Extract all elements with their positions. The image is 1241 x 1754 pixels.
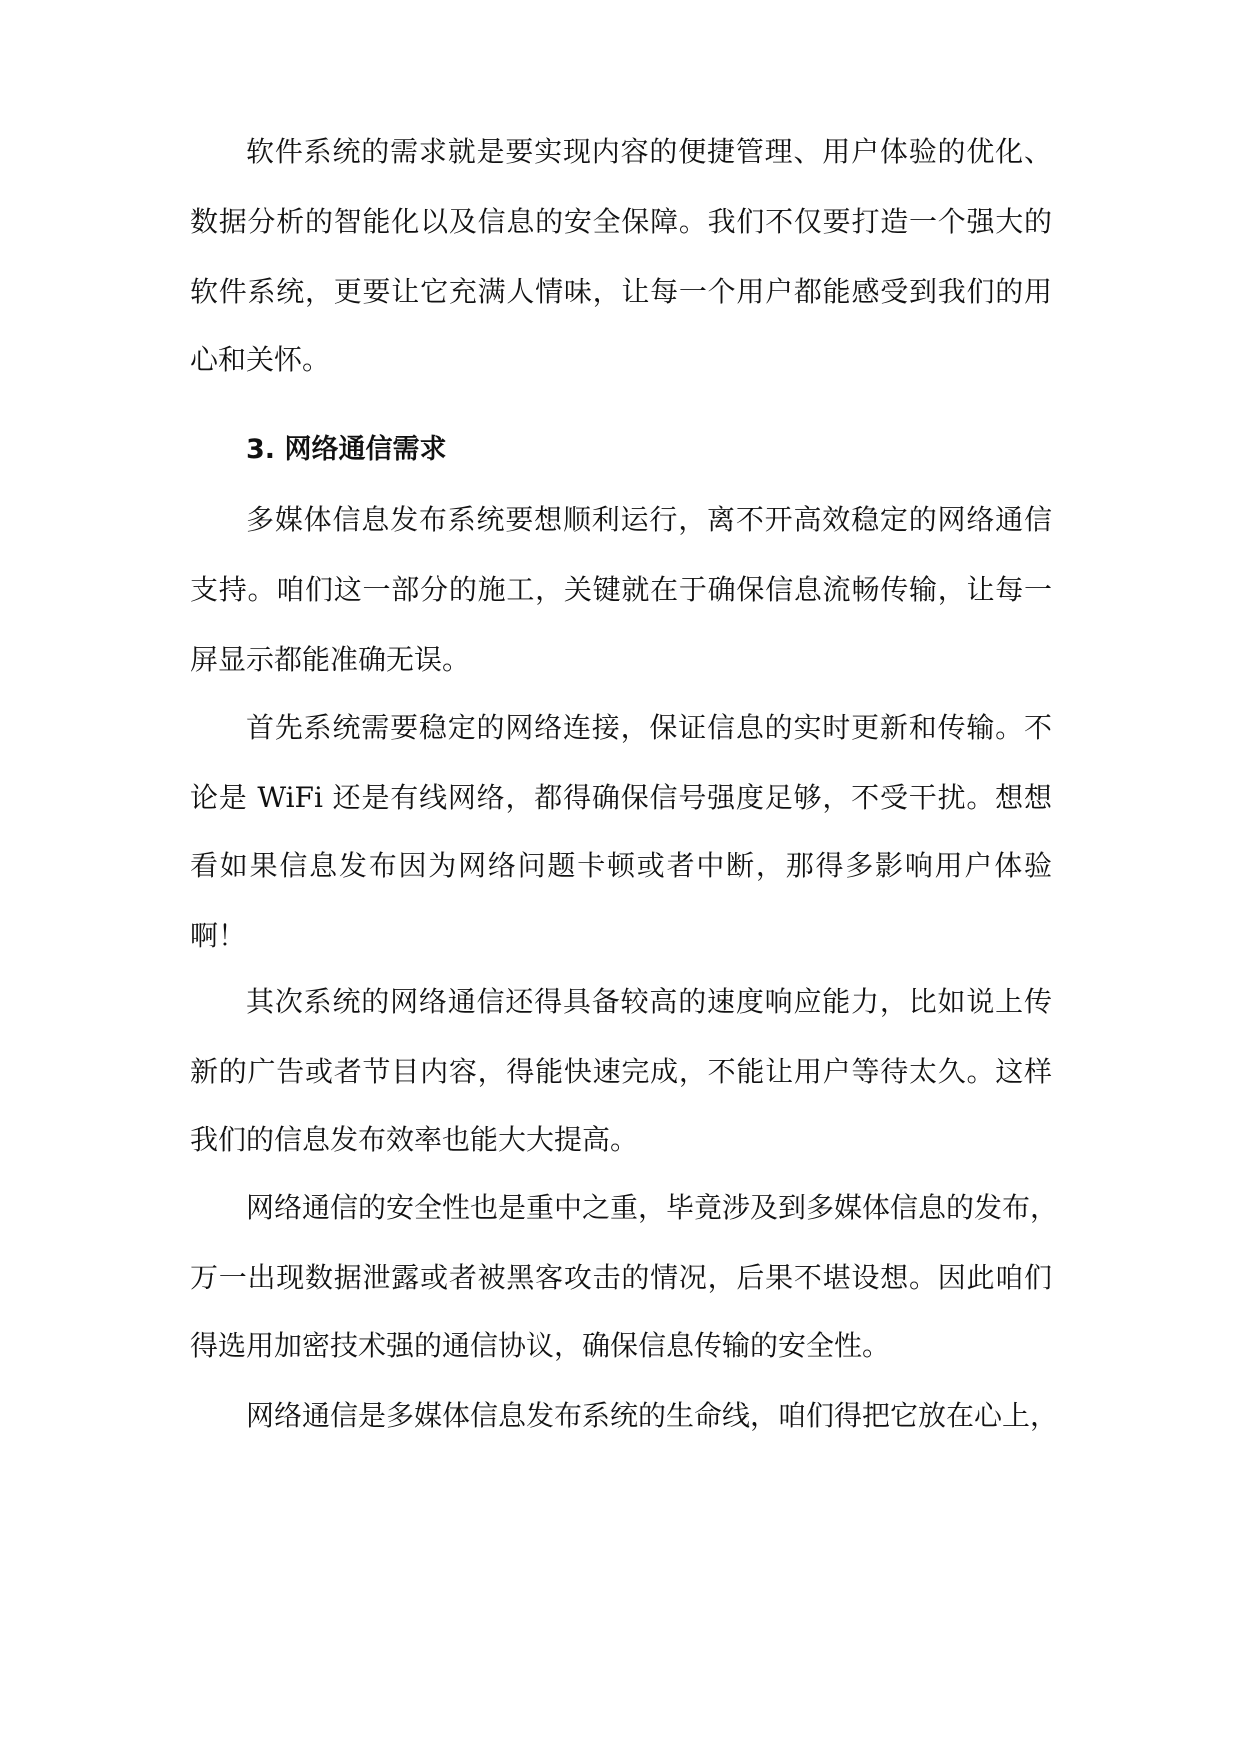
paragraph-2-line-2: 支持。咱们这一部分的施工，关键就在于确保信息流畅传输，让每一 (190, 573, 1052, 606)
paragraph-3-line-1: 首先系统需要稳定的网络连接，保证信息的实时更新和传输。不 (246, 711, 1052, 744)
paragraph-4-line-1: 其次系统的网络通信还得具备较高的速度响应能力，比如说上传 (246, 985, 1052, 1018)
paragraph-3-line-4: 啊！ (190, 919, 247, 952)
paragraph-4-line-3: 我们的信息发布效率也能大大提高。 (190, 1123, 639, 1156)
paragraph-3-line-3: 看如果信息发布因为网络问题卡顿或者中断，那得多影响用户体验 (190, 849, 1052, 882)
paragraph-1-line-2: 数据分析的智能化以及信息的安全保障。我们不仅要打造一个强大的 (190, 205, 1052, 238)
paragraph-6-line-1: 网络通信是多媒体信息发布系统的生命线，咱们得把它放在心上， (246, 1399, 1059, 1432)
paragraph-4-line-2: 新的广告或者节目内容，得能快速完成，不能让用户等待太久。这样 (190, 1055, 1052, 1088)
paragraph-5-line-3: 得选用加密技术强的通信协议，确保信息传输的安全性。 (190, 1329, 891, 1362)
paragraph-1-line-1: 软件系统的需求就是要实现内容的便捷管理、用户体验的优化、 (246, 135, 1052, 168)
paragraph-2-line-3: 屏显示都能准确无误。 (190, 643, 471, 676)
paragraph-1-line-4: 心和关怀。 (190, 343, 331, 376)
paragraph-2-line-1: 多媒体信息发布系统要想顺利运行，离不开高效稳定的网络通信 (246, 503, 1052, 536)
paragraph-5-line-1: 网络通信的安全性也是重中之重，毕竟涉及到多媒体信息的发布， (246, 1191, 1059, 1224)
paragraph-1-line-3: 软件系统，更要让它充满人情味，让每一个用户都能感受到我们的用 (190, 275, 1052, 308)
paragraph-5-line-2: 万一出现数据泄露或者被黑客攻击的情况，后果不堪设想。因此咱们 (190, 1261, 1052, 1294)
section-heading: 3. 网络通信需求 (246, 434, 447, 465)
paragraph-3-line-2: 论是 WiFi 还是有线网络，都得确保信号强度足够，不受干扰。想想 (190, 781, 1052, 814)
